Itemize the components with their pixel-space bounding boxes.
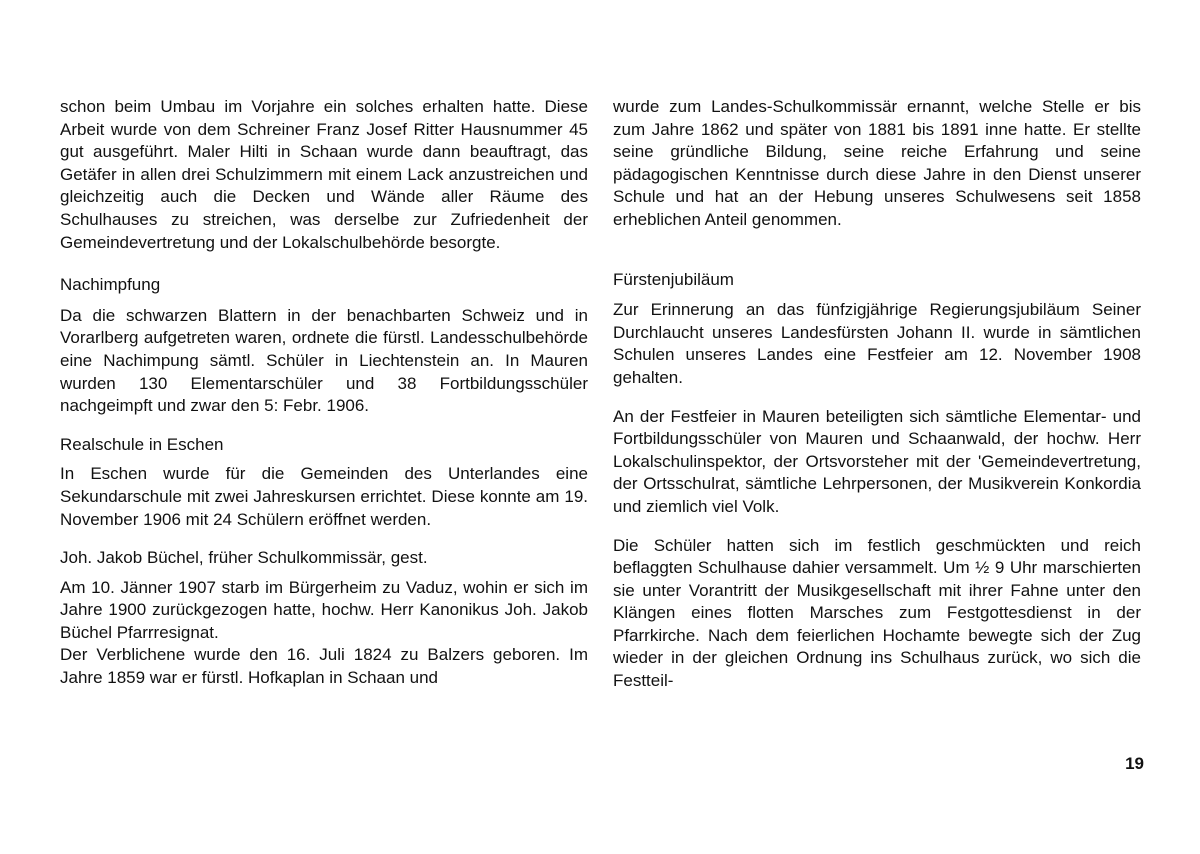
paragraph-jubilaeum-procession: Die Schüler hatten sich im festlich geschmückten und reich beflaggten Schulhause dahier versammelt. Um ½ 9 Uhr marschierten sie unter Vorantritt der Musikgesellschaft mit ihrer Fahne unter den Klängen eines flotten Marsches zum Festgottesdienst in der Pfarrkirche. Nach dem feierlichen Hochamte bewegte sich der Zug wieder in der gleichen Ordnung ins Schulhaus zurück, wo sich die Festteil-: [613, 535, 1141, 691]
heading-nachimpfung: Nachimpfung: [60, 275, 161, 295]
paragraph-renovation: schon beim Umbau im Vorjahre ein solches erhalten hatte. Diese Arbeit wurde von dem Schreiner Franz Josef Ritter Hausnummer 45 gut ausgeführt. Maler Hilti in Schaan wurde dann beauftragt, das Getäfer in allen drei Schulzimmern mit einem Lack anzustreichen und gleichzeitig auch die Decken und Wände aller Räume des Schulhauses zu streichen, was derselbe zur Zufriedenheit der Gemeindevertretung und der Lokalschulbehörde besorgte.: [60, 97, 588, 252]
paragraph-realschule: In Eschen wurde für die Gemeinden des Unterlandes eine Sekundarschule mit zwei Jahreskursen errichtet. Diese konnte am 19. November 1906 mit 24 Schülern eröffnet werden.: [60, 464, 588, 529]
paragraph-jubilaeum-participants: An der Festfeier in Mauren beteiligten sich sämtliche Elementar- und Fortbildungsschüler von Mauren und Schaanwald, der hochw. Herr Lokalschulinspektor, der Ortsvorsteher mit der 'Gemeindevertretung, der Ortsschulrat, sämtliche Lehrpersonen, der Musikverein Konkordia und ziemlich viel Volk.: [613, 406, 1141, 516]
paragraph-buechel-death: Am 10. Jänner 1907 starb im Bürgerheim zu Vaduz, wohin er sich im Jahre 1900 zurückgezogen hatte, hochw. Herr Kanonikus Joh. Jakob Büchel Pfarrresignat.: [60, 577, 588, 642]
heading-fuerstenjubilaeum: Fürstenjubiläum: [613, 269, 734, 289]
page-number: 19: [1125, 754, 1144, 773]
paragraph-jubilaeum-intro: Zur Erinnerung an das fünfzigjährige Regierungsjubiläum Seiner Durchlaucht unseres Landesfürsten Johann II. wurde in sämtlichen Schulen unseres Landes eine Festfeier am 12. November 1908 gehalten.: [613, 300, 1141, 387]
heading-buechel: Joh. Jakob Büchel, früher Schulkommissär, gest.: [60, 548, 428, 568]
paragraph-schulkommissaer: wurde zum Landes-Schulkommissär ernannt, welche Stelle er bis zum Jahre 1862 und später von 1881 bis 1891 inne hatte. Er stellte seine gründliche Bildung, seine reiche Erfahrung und seine pädagogischen Kenntnisse durch diese Jahre in den Dienst unserer Schule und hat an der Hebung unseres Schulwesens seit 1858 erheblichen Anteil genommen.: [613, 97, 1141, 229]
left-column: [60, 96, 588, 690]
paragraph-buechel-biography: Der Verblichene wurde den 16. Juli 1824 zu Balzers geboren. Im Jahre 1859 war er fürstl. Hofkaplan in Schaan und: [60, 645, 588, 688]
paragraph-nachimpfung: Da die schwarzen Blattern in der benachbarten Schweiz und in Vorarlberg aufgetreten waren, ordnete die fürstl. Landesschulbehörde eine Nachimpung sämtl. Schüler in Liechtenstein an. In Mauren wurden 130 Elementarschüler und 38 Fortbildungsschüler nachgeimpft und zwar den 5: Febr. 1906.: [60, 305, 588, 416]
right-column: [613, 96, 1141, 693]
heading-realschule: Realschule in Eschen: [60, 434, 224, 454]
